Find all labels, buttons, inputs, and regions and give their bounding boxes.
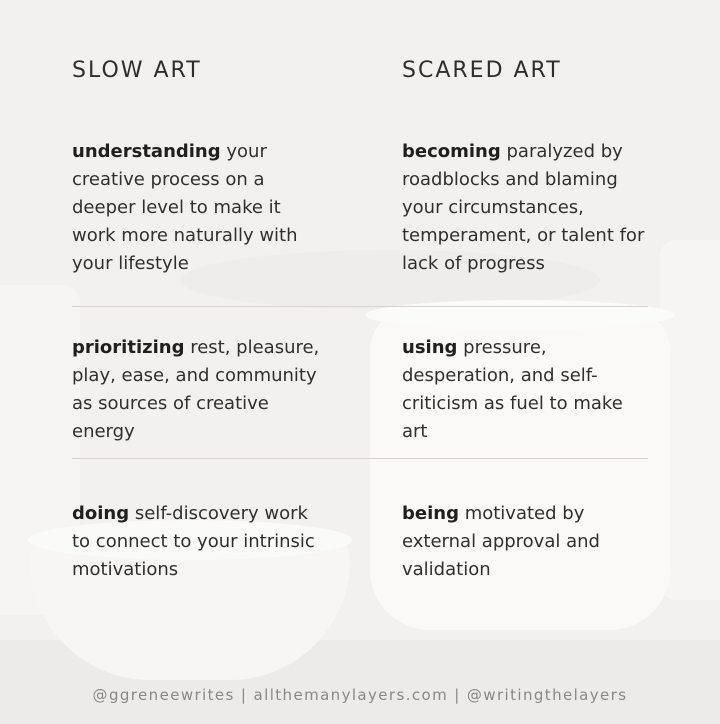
- keyword: becoming: [402, 141, 501, 162]
- keyword: understanding: [72, 141, 221, 162]
- description: paralyzed by roadblocks and blaming your circumstances, temperament, or talent for lack of progress: [402, 141, 645, 274]
- slow-art-item-3: [72, 500, 322, 584]
- keyword: using: [402, 337, 458, 358]
- row-divider-2: [72, 458, 648, 459]
- background-cup-rim: [365, 300, 675, 330]
- slow-art-heading: SLOW ART: [72, 58, 202, 83]
- description: motivated by external approval and validation: [402, 503, 600, 580]
- slow-art-item-1: [72, 138, 322, 278]
- footer-credits: @ggreneewrites | allthemanylayers.com | @writingthelayers: [92, 686, 628, 704]
- scared-art-item-1: [402, 138, 652, 278]
- scared-art-item-3: [402, 500, 632, 584]
- description: pressure, desperation, and self-criticism as fuel to make art: [402, 337, 623, 442]
- keyword: being: [402, 503, 459, 524]
- description: your creative process on a deeper level to make it work more naturally with your lifestyle: [72, 141, 298, 274]
- scared-art-item-2: [402, 334, 632, 446]
- keyword: prioritizing: [72, 337, 185, 358]
- row-divider-1: [72, 306, 648, 307]
- slow-art-item-2: [72, 334, 322, 446]
- keyword: doing: [72, 503, 130, 524]
- scared-art-heading: SCARED ART: [402, 58, 562, 83]
- description: self-discovery work to connect to your intrinsic motivations: [72, 503, 315, 580]
- description: rest, pleasure, play, ease, and community as sources of creative energy: [72, 337, 320, 442]
